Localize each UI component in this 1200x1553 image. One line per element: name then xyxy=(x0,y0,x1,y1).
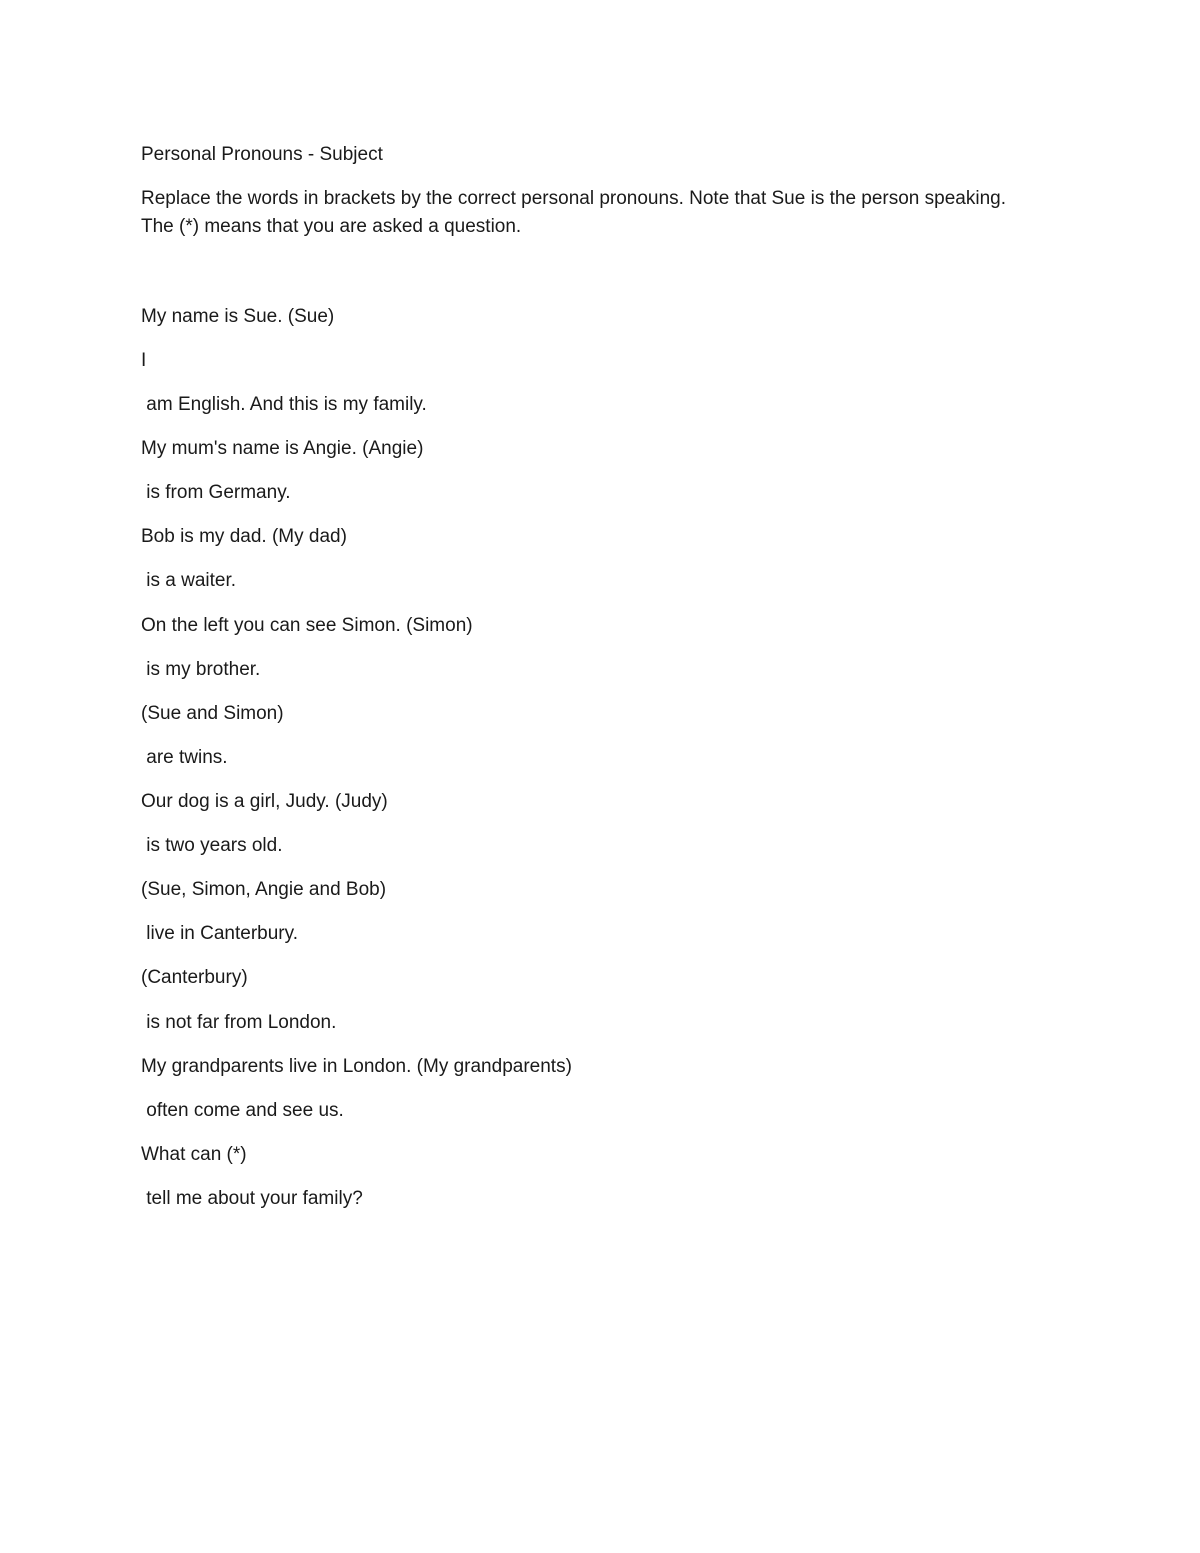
exercise-line: On the left you can see Simon. (Simon) xyxy=(141,615,473,636)
exercise-line: (Sue, Simon, Angie and Bob) xyxy=(141,879,387,900)
exercise-line: is two years old. xyxy=(141,835,283,856)
exercise-line: (Canterbury) xyxy=(141,967,248,988)
exercise-line: My name is Sue. (Sue) xyxy=(141,306,335,327)
instruction-line-1: Replace the words in brackets by the correct personal pronouns. Note that Sue is the person speaking. xyxy=(141,188,1006,209)
exercise-line: live in Canterbury. xyxy=(141,923,298,944)
exercise-line: tell me about your family? xyxy=(141,1188,363,1209)
exercise-line: Bob is my dad. (My dad) xyxy=(141,526,347,547)
instruction-line-2: The (*) means that you are asked a question. xyxy=(141,216,522,237)
exercise-line: is my brother. xyxy=(141,659,261,680)
exercise-line: is not far from London. xyxy=(141,1012,337,1033)
exercise-line: am English. And this is my family. xyxy=(141,394,427,415)
exercise-line: My grandparents live in London. (My grandparents) xyxy=(141,1056,572,1077)
exercise-line: is a waiter. xyxy=(141,570,237,591)
exercise-line: I xyxy=(141,350,147,371)
exercise-line: often come and see us. xyxy=(141,1100,344,1121)
exercise-line: (Sue and Simon) xyxy=(141,703,284,724)
exercise-line: are twins. xyxy=(141,747,228,768)
exercise-line: What can (*) xyxy=(141,1144,247,1165)
exercise-line: is from Germany. xyxy=(141,482,291,503)
page-title: Personal Pronouns - Subject xyxy=(141,144,383,165)
exercise-line: My mum's name is Angie. (Angie) xyxy=(141,438,424,459)
exercise-line: Our dog is a girl, Judy. (Judy) xyxy=(141,791,388,812)
